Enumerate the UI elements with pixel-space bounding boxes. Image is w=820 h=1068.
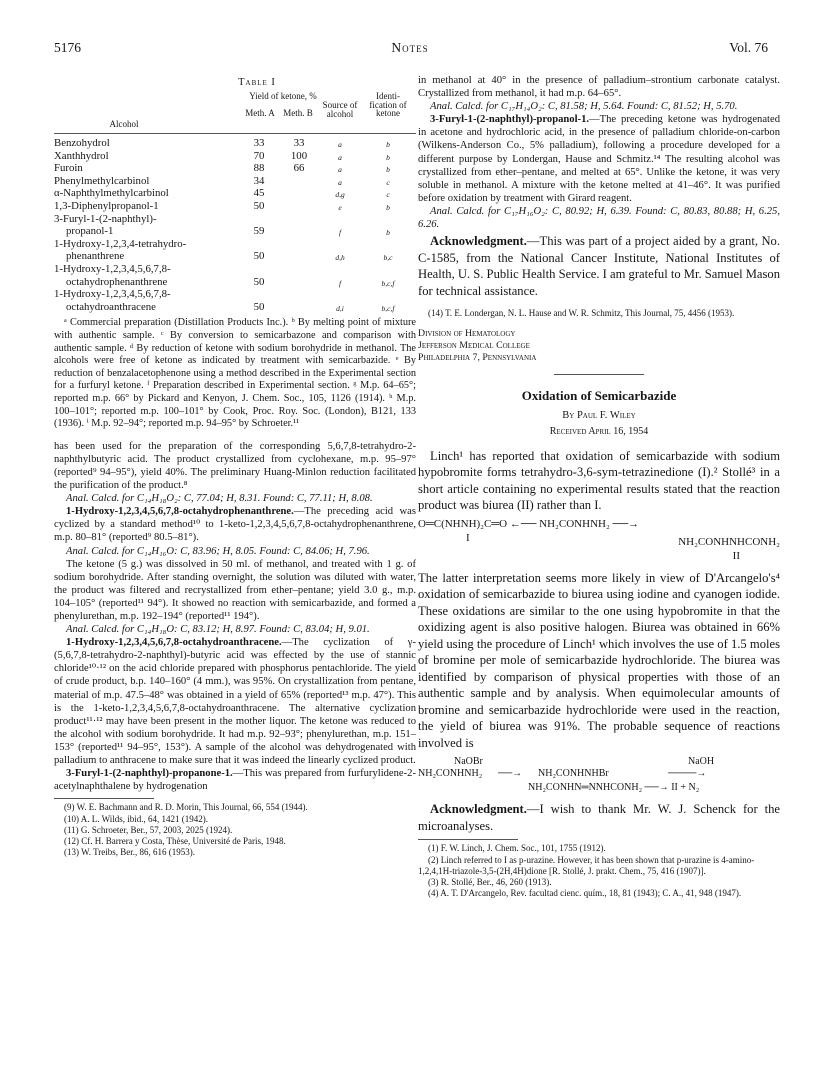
footnote: (2) Linch referred to I as p-urazine. However, it has been shown that p-urazine is 4-amino-1,2,4,1H-triazole-3,5-(2H,4H)dione [R. Stollé, J. prakt. Chem., 75, 416 (1907)]. — [418, 854, 755, 876]
table-row — [54, 150, 416, 163]
meth-b-value: 100 — [290, 149, 308, 162]
footnote: (10) A. L. Wilds, ibid., 64, 1421 (1942). — [64, 813, 208, 824]
ident-note: b — [386, 140, 390, 150]
source-note: a — [338, 140, 342, 150]
arrow: ──→ — [498, 768, 523, 780]
analysis-line: Anal. Calcd. for C₁₇H₁₄O₂: C, 81.58; H, 5.64. Found: C, 81.52; H, 5.70. — [430, 101, 738, 113]
equation-term: NH₂CONHNHBr — [538, 768, 609, 780]
paragraph-text: —The preceding ketone was hydrogenated in acetone and hydrochloric acid, in the presence of palladium chloride-on-carbon (Wilkens-Anderson Co., 5% palladium), following a procedure developed for a different purpose by Londergan, Hause and Schmitz.¹⁴ The resulting alcohol was crystallized from ether–pentane, and melted at 65°. Unlike the ketone, it was very soluble in methanol. A mixture with the ketone melted at 41–46°. It was purified before oxidation by treatment with Girard reagent. — [418, 114, 780, 204]
running-title: Notes — [391, 40, 429, 55]
header-identification: Identi- fication of ketone — [369, 91, 407, 119]
alcohol-name: Furoin — [54, 162, 83, 175]
section-heading: 3-Furyl-1-(2-naphthyl)-propanone-1. — [66, 768, 233, 780]
source-note: d,g — [335, 190, 345, 200]
meth-a-value: 70 — [253, 149, 265, 162]
table-footnotes: ᵃ Commercial preparation (Distillation Products Inc.). ᵇ By melting point of mixture with authentic sample. ᶜ By conversion to semicarbazone and comparison with authentic sample. ᵈ By reduction of ketone with sodium borohydride in methanol. The alcohols were free of ketone as indicated by treatment with semicarbazide. ᵉ By reduction of benzalacetophenone using a method described in the Experimental section for a furfuryl ketone. ᶠ Preparation described in Experimental section. ᵍ M.p. 64–65°; reported m.p. 66° by Pickard and Kenyon, J. Chem. Soc., 105, 1126 (1914). ʰ M.p. 100–101°; reported m.p. 100–101° by Cook, Proc. Roy. Soc. (London), B121, 133 (1936). ⁱ M.p. 92–94°; reported m.p. 94–95° by Schroeter.¹¹ — [54, 317, 416, 430]
source-note: d,i — [336, 303, 344, 313]
meth-b-value: 33 — [293, 137, 305, 150]
compound-label: II — [732, 549, 740, 562]
acknowledgment-text: —This was part of a project aided by a grant, No. C-1585, from the National Cancer Institute, National Institutes of Health, U. S. Public Health Service. I am grateful to Mr. Samuel Mason for technical assistance. — [418, 234, 780, 298]
paragraph: The latter interpretation seems more likely in view of D'Arcangelo's⁴ oxidation of semicarbazide to biurea using iodine and cyanogen iodide. These oxidations are similar to the one using hypobromite in that the oxidizing agent is also positive halogen. Biurea was obtained in 66% yield using the procedure of Linch¹ which involves the use of 1.5 moles of bromine per mole of semicarbazide hydrochloride. The biurea was identified by comparison of physical properties with those of an authentic sample and by analysis. When equimolecular amounts of bromine and semicarbazide hydrochloride were used in the reaction, the yield of biurea was 91%. The probable sequence of reactions involved is — [418, 570, 780, 750]
footnote-rule — [418, 839, 518, 840]
alcohol-name-line2: propanol-1 — [66, 225, 114, 238]
table-body — [54, 137, 416, 313]
table-row — [54, 200, 416, 213]
paragraph-text: —The cyclization of γ-(5,6,7,8-tetrahydro-2-naphthyl)-butyric acid was effected by the use of stannic chloride¹⁰·¹² on the acid chloride prepared with phosphorus pentachloride. The yield of crude product, b.p. 140–160° (4 mm.), was 95%. On crystallization from pentane, material of m.p. 47.5–48° was obtained in a yield of 65% (reported¹³ m.p. 47°). This is the 1-keto-1,2,3,4,5,6,7,8-octahydroanthracene. The alternative cyclization product¹¹·¹² may have been present in the mother liquor. The ketone was reduced to the alcohol with sodium borohydride. It had m.p. 92–93°; phenylurethan, m.p. 151–153° (reported¹¹ 94–95°, 153°). A sample of the alcohol was dehydrogenated with palladium to anthracene to make sure that it was indeed the linearly cyclized product. — [54, 637, 416, 766]
ident-note: b — [386, 165, 390, 175]
equation-left: O═C(NHNH)₂C═O ←── NH₂CONHNH₂ ──→ — [418, 517, 640, 530]
footnote: (1) F. W. Linch, J. Chem. Soc., 101, 1755 (1912). — [428, 843, 606, 854]
ident-note: b — [386, 228, 390, 238]
paragraph — [54, 636, 416, 767]
article-separator — [554, 374, 644, 375]
ident-note: b,c — [383, 253, 393, 263]
footnote: (3) R. Stollé, Ber., 46, 260 (1913). — [428, 877, 552, 888]
meth-a-value: 34 — [253, 174, 265, 187]
table-row — [54, 162, 416, 175]
meth-a-value: 50 — [253, 300, 265, 313]
arrow: ────→ — [668, 768, 707, 780]
paragraph — [54, 505, 416, 544]
footnote-rule — [54, 798, 154, 799]
meth-a-value: 50 — [253, 200, 265, 213]
alcohol-name-line2: octahydroanthracene — [66, 300, 156, 313]
equation-term: NH₂CONHN═NNHCONH₂ ──→ II + N₂ — [528, 782, 700, 794]
compound-label: I — [466, 531, 470, 544]
address-line: Philadelphia 7, Pennsylvania — [418, 352, 537, 364]
ident-note: b — [386, 152, 390, 162]
equation-2 — [418, 755, 780, 797]
table-row — [54, 187, 416, 200]
footnote: (9) W. E. Bachmann and R. D. Morin, This Journal, 66, 554 (1944). — [64, 802, 308, 813]
alcohol-name-line1: 1-Hydroxy-1,2,3,4,5,6,7,8- — [54, 288, 171, 301]
footnotes-left — [54, 802, 416, 858]
header-yield: Yield of ketone, % — [249, 91, 317, 102]
footnote: (11) G. Schroeter, Ber., 57, 2003, 2025 (1924). — [64, 824, 233, 835]
paragraph: has been used for the preparation of the corresponding 5,6,7,8-tetrahydro-2-naphthylbutyric acid. The product crystallized from cyclohexane, m.p. 95–97° (reported⁹ 94–95°), yield 40%. The preliminary Huang-Minlon reduction facilitated the purification of the product.⁸ — [54, 440, 416, 492]
meth-a-value: 88 — [253, 162, 265, 175]
meth-a-value: 45 — [253, 187, 265, 200]
ident-note: c — [386, 190, 390, 200]
table-header — [54, 92, 416, 130]
meth-a-value: 50 — [253, 275, 265, 288]
paragraph: in methanol at 40° in the presence of palladium–strontium carbonate catalyst. Crystallized from methanol, it had m.p. 64–65°. — [418, 75, 780, 100]
header-meth-b: Meth. B — [283, 108, 313, 119]
right-column — [418, 74, 780, 900]
byline: By Paul F. Wiley — [562, 409, 636, 421]
table-row — [54, 263, 416, 288]
left-column — [54, 74, 416, 859]
table-row — [54, 175, 416, 188]
analysis-line: Anal. Calcd. for C₁₇H₁₆O₂: C, 80.92; H, 6.39. Found: C, 80.83, 80.88; H, 6.25, 6.26. — [418, 205, 780, 231]
footnote: (13) W. Treibs, Ber., 86, 616 (1953). — [64, 847, 196, 858]
ident-note: b — [386, 203, 390, 213]
footnote: (14) T. E. Londergan, N. L. Hause and W. R. Schmitz, This Journal, 75, 4456 (1953). — [428, 308, 735, 319]
source-note: f — [338, 278, 342, 288]
acknowledgment-text: —I wish to thank Mr. W. J. Schenck for the microanalyses. — [418, 802, 780, 833]
article-title: Oxidation of Semicarbazide — [521, 388, 677, 404]
alcohol-name: 1,3-Diphenylpropanol-1 — [54, 200, 159, 213]
alcohol-name-line1: 1-Hydroxy-1,2,3,4-tetrahydro- — [54, 237, 187, 250]
paragraph-text: —This was prepared from furfurylidene-2-acetylnaphthalene by hydrogenation — [54, 768, 416, 793]
analysis-line: Anal. Calcd. for C₁₄H₁₈O₂: C, 77.04; H, 8.31. Found: C, 77.11; H, 8.08. — [66, 493, 373, 505]
header-meth-a: Meth. A — [245, 108, 275, 119]
alcohol-name: Xanthhydrol — [54, 149, 109, 162]
footnotes-right — [418, 843, 780, 899]
alcohol-name: Phenylmethylcarbinol — [54, 174, 150, 187]
reagent-label: NaOBr — [454, 756, 483, 768]
equation-1 — [418, 518, 780, 564]
analysis-line: Anal. Calcd. for C₁₄H₁₆O: C, 83.96; H, 8.05. Found: C, 84.06; H, 7.96. — [66, 545, 370, 557]
paragraph — [54, 767, 416, 793]
paragraph: Linch¹ has reported that oxidation of semicarbazide with sodium hypobromite forms tetrahydro-3,6-sym-tetrazinedione (I).² Stollé³ in a short article containing no experimental results stated that the reaction product was biurea (II) rather than I. — [418, 448, 780, 513]
table-row — [54, 238, 416, 263]
volume-label: Vol. 76 — [729, 40, 768, 55]
source-note: e — [338, 203, 342, 213]
analysis-line: Anal. Calcd. for C₁₄H₁₈O: C, 83.12; H, 8.97. Found: C, 83.04; H, 9.01. — [66, 624, 370, 636]
table-row — [54, 213, 416, 238]
ident-note: b,c,f — [381, 278, 395, 288]
section-heading: 3-Furyl-1-(2-naphthyl)-propanol-1. — [430, 114, 590, 126]
section-heading: 1-Hydroxy-1,2,3,4,5,6,7,8-octahydroanthracene. — [66, 637, 282, 649]
alcohol-name: α-Naphthylmethylcarbinol — [54, 187, 169, 200]
paragraph — [418, 113, 780, 205]
paragraph-text: —The preceding acid was cyclized by a standard method¹⁰ to 1-keto-1,2,3,4,5,6,7,8-octahydrophenanthrene, m.p. 80–81° (reported⁹ 80.5–81°). — [54, 506, 416, 544]
meth-a-value: 33 — [253, 137, 265, 150]
acknowledgment-label: Acknowledgment. — [430, 234, 527, 249]
meth-a-value: 50 — [253, 250, 265, 263]
table-caption: Table I — [238, 77, 276, 88]
table-rule — [54, 133, 416, 134]
source-note: a — [338, 177, 342, 187]
alcohol-name-line1: 3-Furyl-1-(2-naphthyl)- — [54, 212, 157, 225]
ident-note: b,c,f — [381, 303, 395, 313]
source-note: a — [338, 165, 342, 175]
received-date: Received April 16, 1954 — [549, 425, 649, 437]
paragraph: The ketone (5 g.) was dissolved in 50 ml. of methanol, and treated with 1 g. of sodium borohydride. After standing overnight, the solution was diluted with water, the product was filtered and recrystallized from ether–pentane; yield 3.0 g., m.p. 104–105° (reported¹¹ 94°). It showed no reaction with semicarbazide, and formed a phenylurethan, m.p. 192–194° (reported¹¹ 194°). — [54, 558, 416, 622]
paragraph — [418, 801, 780, 834]
reagent-label: NaOH — [688, 756, 715, 768]
footnote: (4) A. T. D'Arcangelo, Rev. facultad cienc. quím., 18, 81 (1943); C. A., 41, 948 (1947). — [428, 888, 742, 899]
section-heading: 1-Hydroxy-1,2,3,4,5,6,7,8-octahydrophenanthrene. — [66, 506, 294, 518]
address-block — [418, 328, 780, 364]
table-row — [54, 137, 416, 150]
acknowledgment-label: Acknowledgment. — [430, 802, 527, 817]
alcohol-name-line1: 1-Hydroxy-1,2,3,4,5,6,7,8- — [54, 263, 171, 276]
source-note: f — [338, 228, 342, 238]
alcohol-name-line2: octahydrophenanthrene — [66, 275, 168, 288]
source-note: a — [338, 152, 342, 162]
alcohol-name-line2: phenanthrene — [66, 250, 125, 263]
page-number: 5176 — [54, 40, 81, 55]
source-note: d,h — [335, 253, 345, 263]
paragraph — [418, 233, 780, 299]
equation-right: NH₂CONHNHCONH₂ — [678, 535, 780, 548]
header-source: Source of alcohol — [322, 100, 358, 119]
table-row — [54, 288, 416, 313]
meth-b-value: 66 — [293, 162, 305, 175]
footnote: (12) Cf. H. Barrera y Costa, Thèse, Université de Paris, 1948. — [64, 836, 286, 847]
address-line: Jefferson Medical College — [418, 340, 530, 352]
address-line: Division of Hematology — [418, 328, 516, 340]
meth-a-value: 59 — [253, 225, 265, 238]
alcohol-name: Benzohydrol — [54, 137, 110, 150]
header-alcohol: Alcohol — [109, 119, 139, 130]
ident-note: c — [386, 177, 390, 187]
equation-term: NH₂CONHNH₂ — [418, 768, 483, 780]
